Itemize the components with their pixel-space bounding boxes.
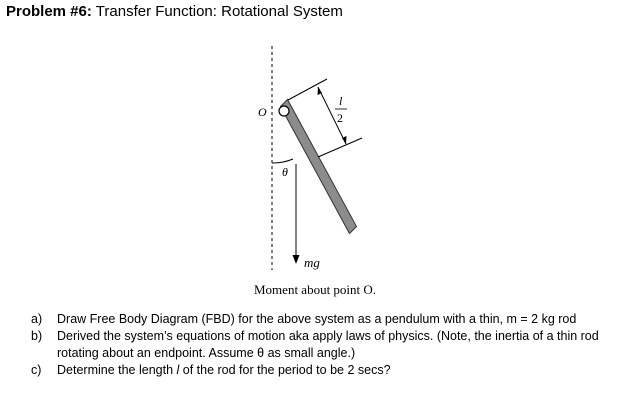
question-list	[31, 311, 631, 379]
question-c-letter: c)	[31, 363, 42, 377]
angle-label: θ	[282, 165, 288, 179]
question-c-variable: l	[176, 363, 180, 377]
rod	[281, 100, 357, 234]
pivot-label: O	[258, 105, 267, 119]
question-b	[31, 328, 631, 362]
weight-arrowhead	[293, 255, 300, 264]
half-length-denominator: 2	[337, 111, 343, 125]
pendulum-diagram	[200, 38, 440, 278]
half-length-numerator: l	[339, 94, 343, 108]
question-c	[31, 362, 631, 379]
question-b-letter: b)	[31, 329, 43, 343]
question-a-letter: a)	[31, 312, 43, 326]
pivot-pin	[279, 106, 289, 116]
question-a-text: Draw Free Body Diagram (FBD) for the above system as a pendulum with a thin, m = 2 kg rod	[57, 312, 577, 326]
angle-arc	[272, 159, 293, 163]
problem-number: Problem #6:	[6, 3, 92, 20]
question-c-text-after: of the rod for the period to be 2 secs?	[179, 363, 391, 377]
dimension-extension-bottom	[318, 138, 362, 157]
problem-heading: Transfer Function: Rotational System	[95, 3, 343, 20]
question-c-text-before: Determine the length	[57, 363, 177, 377]
question-a	[31, 311, 631, 328]
weight-label: mg	[304, 255, 320, 270]
dimension-extension-top	[288, 79, 327, 100]
figure-caption: Moment about point O.	[254, 282, 377, 297]
problem-title	[6, 3, 343, 21]
question-b-text: Derived the system’s equations of motion aka apply laws of physics. (Note, the inertia of a thin rod rotating about an endpoint. Assume θ as small angle.)	[57, 329, 599, 360]
